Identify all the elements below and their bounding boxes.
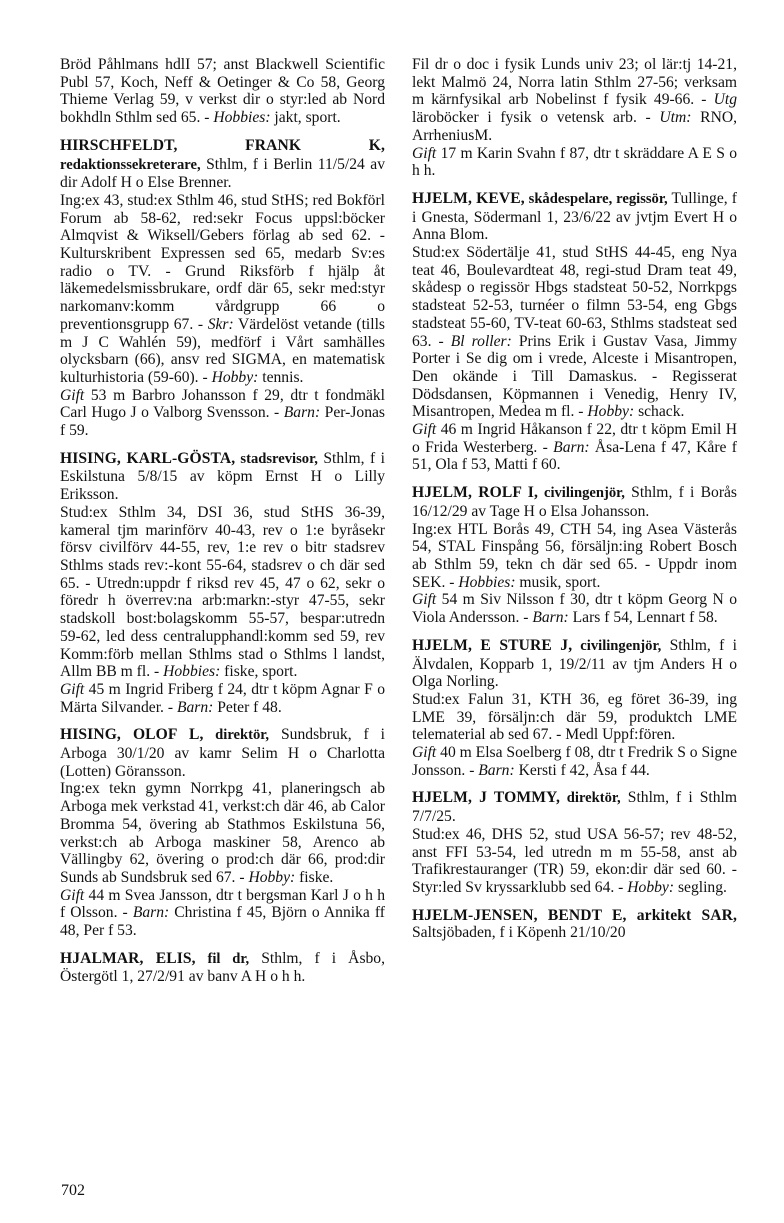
entry-family: Gift 45 m Ingrid Friberg f 24, dtr t köpm Agnar F o Märta Silvander. - Barn: Peter f 48.: [60, 680, 385, 716]
entry-hising-olof: [60, 726, 385, 939]
entry-headword: HISING, KARL-GÖSTA,: [60, 449, 236, 467]
entry-headword: HJELM, KEVE,: [412, 189, 525, 207]
entry-headword: HJELM-JENSEN, BENDT E,: [412, 906, 627, 924]
entry-occupation: fil dr,: [195, 950, 250, 967]
left-column: [60, 56, 385, 986]
entry-career: Ing:ex 43, stud:ex Sthlm 46, stud StHS; red Bokförl Forum ab 58-62, red:sekr Focus uppsl:böcker Almqvist & Wiksell/Gebers förlag ab sed 62. - Kulturskribent Expressen sed 65, medarb Sv:es radio o TV. - Grund Riksförb f hjälp åt läkemedelsmissbrukare, ordf där 65, sekr med:styr narkomanv:komm vårdgrupp 66 o preventionsgrupp 67. - Skr: Värdelöst vetande (tills m J C Wahlén 59), medförf i Vårt samhälles olycksbarn (66), ansv red SIGMA, en matematisk kulturhistoria (59-60). - Hobby: tennis.: [60, 191, 385, 386]
entry-headword: HJELM, ROLF I,: [412, 484, 538, 502]
entry-header: HIRSCHFELDT, FRANK K, redaktionssekreterare, Sthlm, f i Berlin 11/5/24 av dir Adolf H o Else Brenner.: [60, 136, 385, 192]
entry-occupation: arkitekt SAR,: [626, 906, 738, 924]
entry-career: Fil dr o doc i fysik Lunds univ 23; ol lär:tj 14-21, lekt Malmö 24, Norra latin Sthlm 27-56; verksam m kärnfysikal arb Nobelinst f fysik 49-66. - Utg läroböcker i fysik o vetensk arb. - Utm: RNO, ArrheniusM.: [412, 56, 737, 144]
entry-hising-karl-gosta: [60, 450, 385, 717]
entry-hirschfeldt: [60, 137, 385, 440]
page-number: 702: [61, 1182, 85, 1199]
right-column: [412, 56, 737, 942]
entry-headword: HJELM, E STURE J,: [412, 636, 573, 654]
entry-headword: HISING, OLOF L,: [60, 726, 204, 744]
entry-career: Stud:ex Södertälje 41, stud StHS 44-45, eng Nya teat 46, Boulevardteat 48, regi-stud Dram teat 49, skådesp o regissör Hbgs stadsteat 50-52, Norrkpgs stadsteat 52-53, turnéer o filmn 53-54, eng Gbgs stadsteat 55-60, TV-teat 60-63, Sthlms stadsteat sed 63. - Bl roller: Prins Erik i Gustav Vasa, Jimmy Porter i Se dig om i vrede, Alceste i Misantropen, Den okände i Till Damaskus. - Regisserat Dödsdansen, Köpmannen i Venedig, Henry IV, Misantropen, Medea m fl. - Hobby: schack.: [412, 244, 738, 421]
entry-hjalmar-elis: [60, 950, 385, 986]
entry-occupation: redaktionssekreterare,: [60, 156, 201, 173]
entry-occupation: civilingenjör,: [537, 485, 625, 502]
entry-career: Stud:ex Falun 31, KTH 36, eg föret 36-39, ing LME 39, försäljn:ch där 59, produktch LME telematerial ab sed 67. - Medl Uppf:fören.: [412, 690, 737, 744]
entry-header: HISING, KARL-GÖSTA, stadsrevisor, Sthlm, f i Eskilstuna 5/8/15 av köpm Ernst H o Lilly Eriksson.: [60, 449, 385, 504]
entry-career: Ing:ex tekn gymn Norrkpg 41, planeringsch ab Arboga mek verkstad 41, verkst:ch där 46, ab Calor Bromma 54, övering ab Stathmos Eskilstuna 56, verkst:ch ab Arboga maskiner 58, Arenco ab Vällingby 62, övering o prod:ch där 66, prod:dir Sunds ab Sundsbruk sed 67. - Hobby: fiske.: [60, 780, 385, 886]
entry-occupation: stadsrevisor,: [235, 450, 318, 467]
entry-occupation: direktör,: [559, 790, 621, 807]
entry-career: Stud:ex Sthlm 34, DSI 36, stud StHS 36-39, kameral tjm marinförv 40-43, rev o 1:e byråsekr försv civilförv 44-55, rev, 1:e rev o bitr stadsrev Sthlms stads rev:-kont 55-64, stadsrev o ch där sed 65. - Utredn:uppdr f riksd rev 45, 47 o 62, sekr o föredr h överrev:na arb:markn:-styr 47-55, sekr stadskoll bost:bolagskomm 55-57, bespar:utredn 59-62, led dess centralupphandl:komm sed 59, rev Komm:förb mellan Sthlms stad o Sthlms l landst, Allm BB m fl. - Hobbies: fiske, sport.: [60, 503, 385, 681]
entry-headword: HJELM, J TOMMY,: [412, 789, 560, 807]
entry-family: Gift 44 m Svea Jansson, dtr t bergsman Karl J o h h f Olsson. - Barn: Christina f 45, Björn o Annika ff 48, Per f 53.: [60, 886, 385, 940]
entry-family: Gift 17 m Karin Svahn f 87, dtr t skräddare A E S o h h.: [412, 144, 737, 180]
entry-continuation: [412, 56, 737, 180]
entry-header: HJALMAR, ELIS, fil dr, Sthlm, f i Åsbo, Östergötl 1, 27/2/91 av banv A H o h h.: [60, 949, 386, 986]
entry-continuation: Bröd Påhlmans hdlI 57; anst Blackwell Scientific Publ 57, Koch, Neff & Oetinger & Co 58, Georg Thieme Verlag 59, v verkst dir o styr:led ab Nord bokhdln Sthlm sed 65. - Hobbies: jakt, sport.: [60, 56, 385, 127]
entry-family: Gift 53 m Barbro Johansson f 29, dtr t fondmäkl Carl Hugo J o Valborg Svensson. - Barn: Per-Jonas f 59.: [60, 386, 385, 440]
entry-family: Gift 40 m Elsa Soelberg f 08, dtr t Fredrik S o Signe Jonsson. - Barn: Kersti f 42, Åsa f 44.: [412, 744, 738, 779]
entry-career: Ing:ex HTL Borås 49, CTH 54, ing Asea Västerås 54, STAL Finspång 56, försäljn:ing Robert Bosch ab Sthlm 59, tekn ch där sed 65. - Uppdr inom SEK. - Hobbies: musik, sport.: [412, 520, 737, 591]
entry-header: HISING, OLOF L, direktör, Sundsbruk, f i Arboga 30/1/20 av kamr Selim H o Charlotta (Lotten) Göransson.: [60, 726, 385, 780]
entry-hjelm-keve: [412, 190, 737, 474]
entry-occupation: direktör,: [203, 727, 270, 744]
entry-occupation: skådespelare, regissör,: [524, 190, 668, 207]
entry-header: HJELM, E STURE J, civilingenjör, Sthlm, f i Älvdalen, Kopparb 1, 19/2/11 av tjm Anders H o Olga Norling.: [412, 636, 737, 691]
entry-hjelm-jensen: [412, 907, 737, 942]
entry-header: HJELM, ROLF I, civilingenjör, Sthlm, f i Borås 16/12/29 av Tage H o Elsa Johansson.: [412, 484, 738, 520]
entry-header: HJELM-JENSEN, BENDT E, arkitekt SAR, Saltsjöbaden, f i Köpenh 21/10/20: [412, 906, 738, 942]
entry-hjelm-tommy: [412, 789, 737, 896]
entry-hjelm-rolf: [412, 484, 737, 627]
entry-hjelm-sture: [412, 637, 737, 780]
entry-family: Gift 46 m Ingrid Håkanson f 22, dtr t köpm Emil H o Frida Westerberg. - Barn: Åsa-Lena f 47, Kåre f 51, Ola f 53, Matti f 60.: [412, 421, 737, 474]
entry-header: HJELM, KEVE, skådespelare, regissör, Tullinge, f i Gnesta, Södermanl 1, 23/6/22 av jvtjm Evert H o Anna Blom.: [412, 189, 737, 244]
entry-career: Stud:ex 46, DHS 52, stud USA 56-57; rev 48-52, anst FFI 53-54, led utredn m m 55-58, anst ab Trafikrestauranger (TR) 59, ekon:dir där sed 60. - Styr:led Sv kryssarklubb sed 64. - Hobby: segling.: [412, 825, 737, 896]
entry-occupation: civilingenjör,: [572, 637, 662, 654]
entry-headword: HIRSCHFELDT, FRANK K,: [60, 136, 385, 154]
entry-headword: HJALMAR, ELIS,: [60, 949, 196, 967]
entry-family: Gift 54 m Siv Nilsson f 30, dtr t köpm Georg N o Viola Andersson. - Barn: Lars f 54, Lennart f 58.: [412, 591, 737, 627]
entry-header: HJELM, J TOMMY, direktör, Sthlm, f i Sthlm 7/7/25.: [412, 789, 738, 826]
